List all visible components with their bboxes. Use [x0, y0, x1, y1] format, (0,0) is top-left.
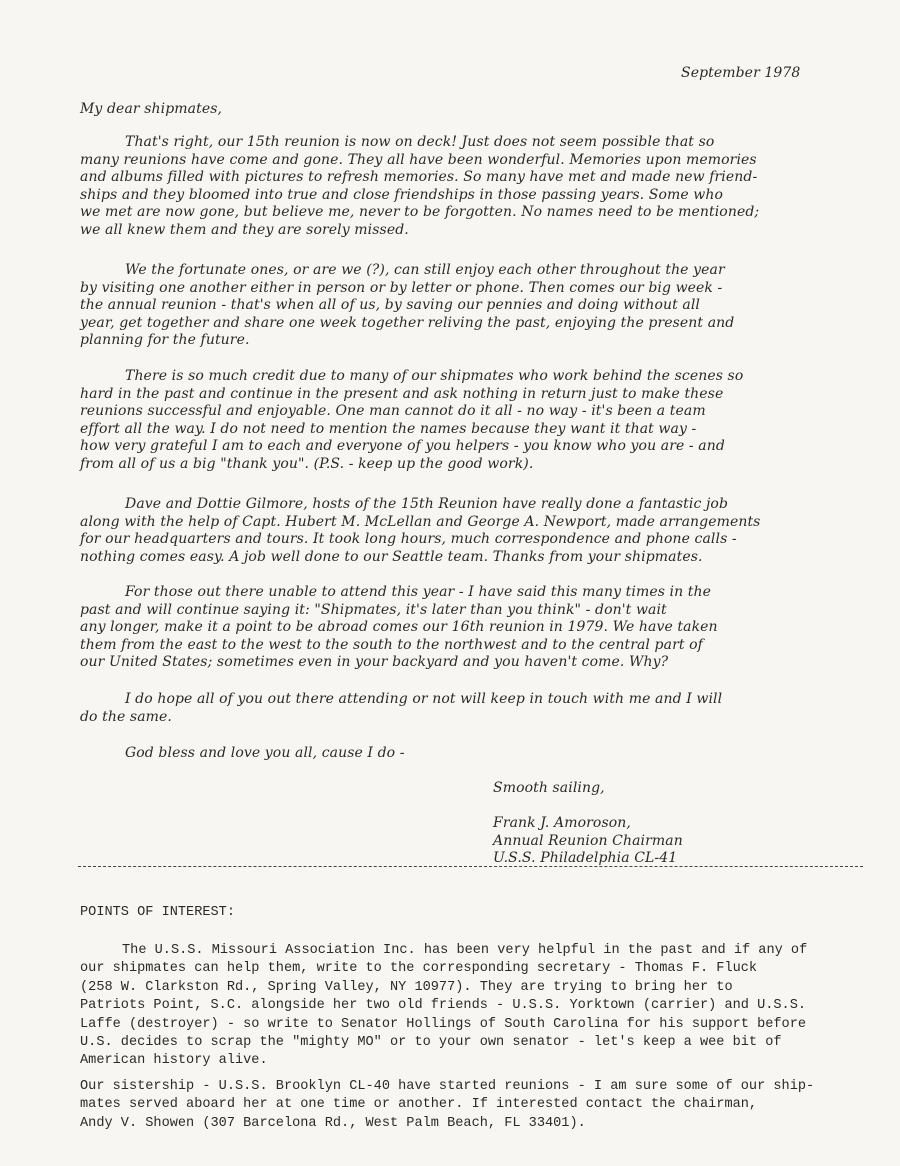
- paragraph-line: past and will continue saying it: "Shipmates, it's later than you think" - don't wait: [80, 601, 667, 618]
- points-line: Laffe (destroyer) - so write to Senator Hollings of South Carolina for his support before: [80, 1016, 807, 1032]
- letter-date: September 1978: [681, 65, 801, 81]
- points-line: (258 W. Clarkston Rd., Spring Valley, NY 10977). They are trying to bring her to: [80, 979, 733, 995]
- paragraph-line: For those out there unable to attend this year - I have said this many times in the: [125, 584, 712, 600]
- paragraph-line: how very grateful I am to each and everyone of you helpers - you know who you are - and: [80, 438, 725, 455]
- points-line: U.S. decides to scrap the "mighty MO" or to your own senator - let's keep a wee bit of: [80, 1035, 782, 1051]
- points-paragraph: [80, 1078, 880, 1133]
- paragraph-line: ships and they bloomed into true and close friendships in those passing years. Some who: [80, 186, 724, 203]
- paragraph-line: We the fortunate ones, or are we (?), can still enjoy each other throughout the year: [125, 262, 725, 278]
- paragraph-line: planning for the future.: [80, 332, 250, 349]
- paragraph-line: them from the east to the west to the south to the northwest and to the central part of: [80, 636, 703, 653]
- paragraph-line: reunions successful and enjoyable. One man cannot do it all - no way - it's been a team: [80, 403, 706, 420]
- points-line: our shipmates can help them, write to the corresponding secretary - Thomas F. Fluck: [80, 961, 758, 977]
- points-paragraph: [80, 942, 880, 1071]
- paragraph-line: effort all the way. I do not need to mention the names because they want it that way -: [80, 420, 697, 437]
- paragraph-line: do the same.: [80, 708, 172, 725]
- paragraph-line: There is so much credit due to many of our shipmates who work behind the scenes so: [125, 368, 744, 384]
- points-line: Andy V. Showen (307 Barcelona Rd., West Palm Beach, FL 33401).: [80, 1115, 586, 1131]
- paragraph-line: the annual reunion - that's when all of us, by saving our pennies and doing without all: [80, 297, 701, 314]
- paragraph-line: Dave and Dottie Gilmore, hosts of the 15th Reunion have really done a fantastic job: [125, 496, 729, 512]
- paragraph-line: hard in the past and continue in the present and ask nothing in return just to make these: [80, 385, 724, 402]
- closing-line: Smooth sailing,: [493, 780, 605, 796]
- dashed-divider: [78, 866, 863, 867]
- letter-paragraph: [80, 262, 880, 350]
- paragraph-line: from all of us a big "thank you". (P.S. - keep up the good work).: [80, 455, 534, 472]
- paragraph-line: That's right, our 15th reunion is now on deck! Just does not seem possible that so: [125, 134, 715, 150]
- points-line: Our sistership - U.S.S. Brooklyn CL-40 have started reunions - I am sure some of our ship-: [80, 1079, 815, 1094]
- signature-ship: U.S.S. Philadelphia CL-41: [493, 850, 678, 867]
- paragraph-line: along with the help of Capt. Hubert M. McLellan and George A. Newport, made arrangements: [80, 513, 761, 530]
- paragraph-line: year, get together and share one week together reliving the past, enjoying the present and: [80, 314, 735, 331]
- salutation: My dear shipmates,: [80, 101, 223, 117]
- paragraph-line: for our headquarters and tours. It took long hours, much correspondence and phone calls -: [80, 531, 737, 548]
- signature-title: Annual Reunion Chairman: [493, 832, 683, 849]
- points-heading: POINTS OF INTEREST:: [80, 905, 235, 920]
- paragraph-line: by visiting one another either in person or by letter or phone. Then comes our big week -: [80, 279, 723, 296]
- signature-block: [493, 815, 683, 868]
- paragraph-line: I do hope all of you out there attending or not will keep in touch with me and I will: [125, 691, 723, 707]
- points-line: The U.S.S. Missouri Association Inc. has been very helpful in the past and if any of: [122, 943, 808, 958]
- paragraph-line: we all knew them and they are sorely missed.: [80, 221, 409, 238]
- letter-paragraph: [80, 584, 880, 672]
- paragraph-line: many reunions have come and gone. They all have been wonderful. Memories upon memories: [80, 151, 757, 168]
- signature-name: Frank J. Amoroson,: [493, 815, 631, 831]
- letter-paragraph: [80, 368, 880, 474]
- paragraph-line: nothing comes easy. A job well done to our Seattle team. Thanks from your shipmates.: [80, 548, 703, 565]
- letter-paragraph: [80, 691, 880, 726]
- points-line: mates served aboard her at one time or another. If interested contact the chairman,: [80, 1097, 758, 1113]
- paragraph-line: any longer, make it a point to be abroad comes our 16th reunion in 1979. We have taken: [80, 619, 718, 636]
- paragraph-line: we met are now gone, but believe me, never to be forgotten. No names need to be mentioned;: [80, 204, 760, 221]
- letter-paragraph: [80, 496, 880, 566]
- points-line: American history alive.: [80, 1053, 268, 1069]
- paragraph-line: and albums filled with pictures to refresh memories. So many have met and made new friend-: [80, 169, 758, 186]
- blessing-line: God bless and love you all, cause I do -: [125, 745, 405, 761]
- letter-paragraph: [80, 134, 880, 240]
- points-line: Patriots Point, S.C. alongside her two old friends - U.S.S. Yorktown (carrier) and U.S.S.: [80, 998, 807, 1014]
- paragraph-line: our United States; sometimes even in your backyard and you haven't come. Why?: [80, 654, 669, 671]
